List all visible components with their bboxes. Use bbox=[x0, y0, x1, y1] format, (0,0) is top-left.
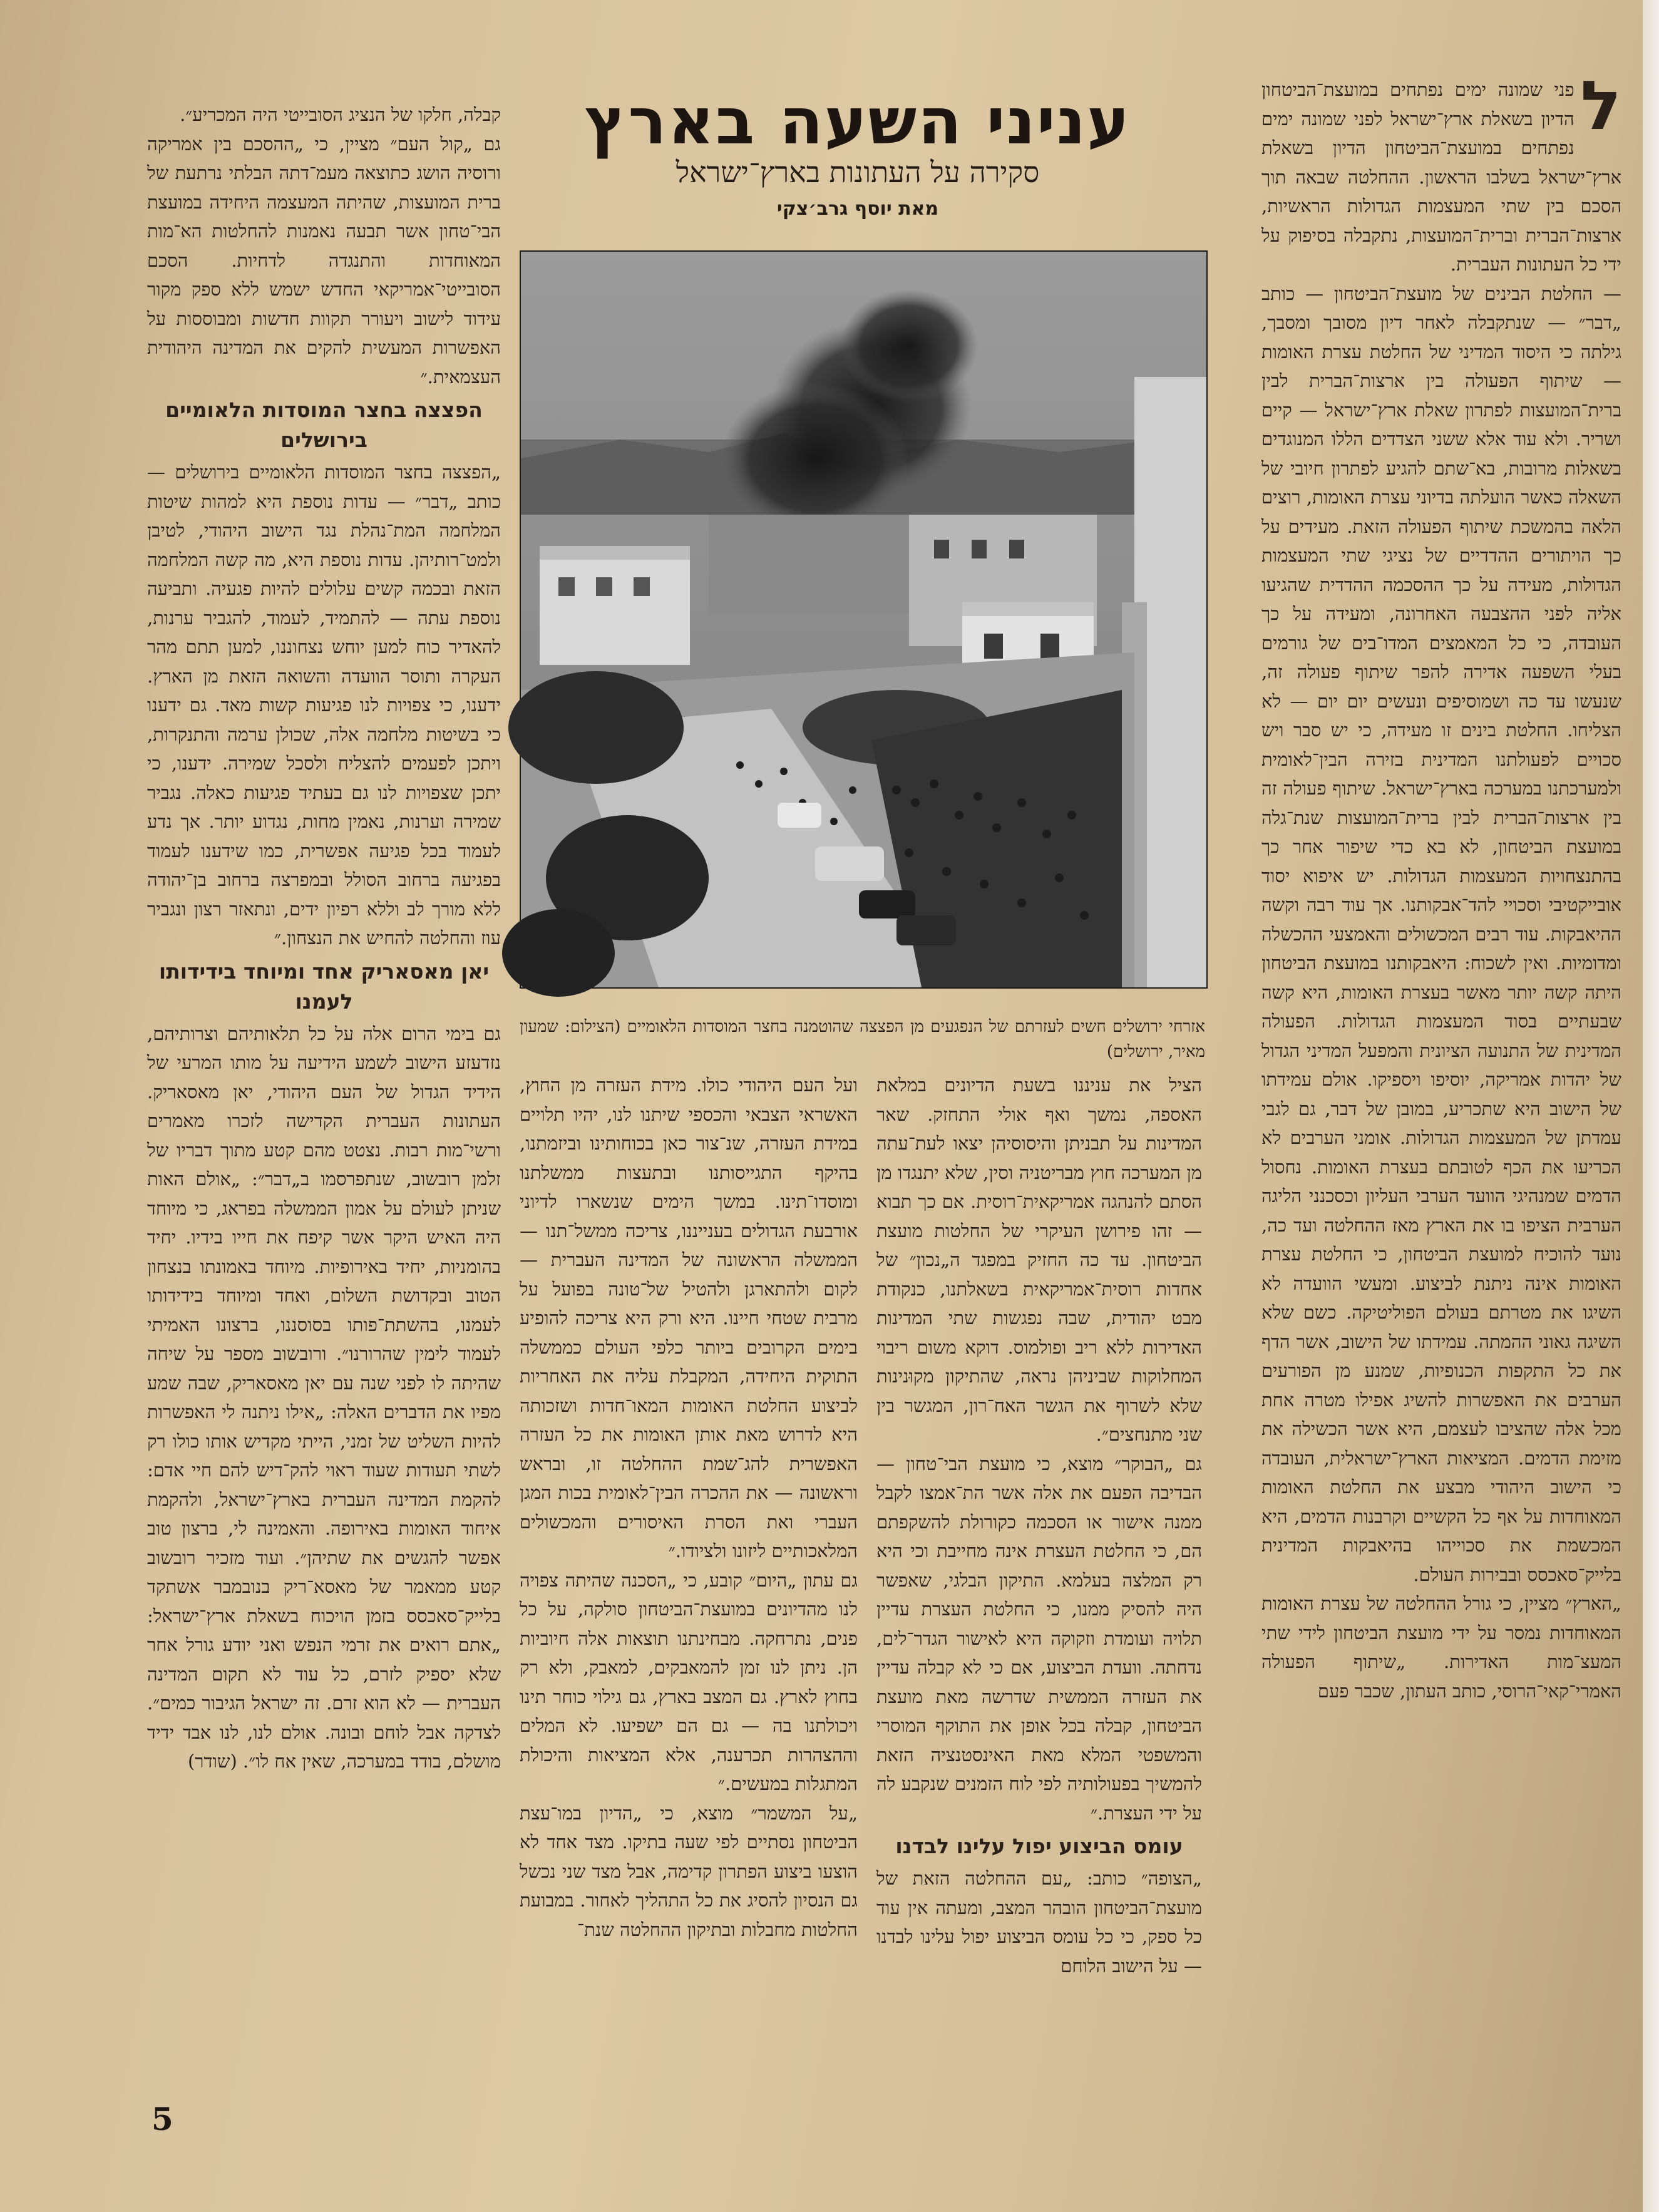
article-subtitle: סקירה על העתונות בארץ־ישראל bbox=[675, 155, 1040, 189]
article-paragraph: גם עתון „היום״ קובע, כי „הסכנה שהיתה צפויה לנו מהדיונים במועצת־הביטחון סולקה, על כל פנים, נתרחקה. מבחינתנו תוצאות אלה חיוביות הן. ניתן לנו זמן להמאבקים, למאבק, ולא רק בחוץ לארץ. גם המצב בארץ, גם גילוי כוחר תינו ויכולתנו בה — גם הם ישפיעו. לא המלים וההצהרות תכרענה, אלא המציאות והיכולת המתגלות במעשים.״ bbox=[520, 1569, 858, 1794]
column-center-right-body bbox=[876, 1071, 1202, 1980]
column-right-body bbox=[1261, 67, 1621, 1705]
column-center-left-body bbox=[520, 1071, 858, 1944]
drop-cap: ל bbox=[1580, 67, 1621, 145]
article-paragraph: „הפצצה בחצר המוסדות הלאומיים בירושלים — כותב „דבר״ — עדות נוספת היא למהות שיטות המלחמה המת־נהלת נגד הישוב היהודי, לטיבן ולמט־רותיהן. עדות נוספת היא, מה קשה המלחמה הזאת ובכמה קשים עלולים להיות פגעיה. ותביעה נוספת עתה — להתמיד, לעמוד, להגביר ערנות, להאדיר כוח למען יוחש נצחוננו, למען תתם מהר העקרה ותוסר הוועדה והשואה הזאת מן הארץ. ידענו, כי צפויות לנו פגיעות קשות מאד. גם ידענו כי בשיטות מלחמה אלה, שכולן ערמה והתנקרות, ויתכן לפעמים להצליח ולסכל שמירה. ידענו, כי יתכן שצפויות לנו גם בעתיד פגיעות כאלה. נגביר שמירה וערנות, נאמין מחות, נגדוע יותר. אך נדע לעמוד בכל פגיעה אפשרית, כמו שידענו לעמוד בפגיעה ברחוב הסולל ובמפרצה ברחוב בן־יהודה ללא מורך לב וללא רפיון ידים, ונתאזר רצון ונגביר עוז והחלטה להחיש את הנצחון.״ bbox=[147, 461, 501, 949]
column-center-right bbox=[876, 1071, 1202, 1977]
article-paragraph: גם „הבוקר״ מוצא, כי מועצת הבי־טחון — הבדיבה הפעם את אלה אשר הת־אמצו לקבל ממנה אישור או הסכמה כקורולת להשקפתם הם, כי החלטת העצרת אינה מחייבת וכי היא רק המלצה בעלמא. התיקון הבלגי, שאפשר היה להסיק ממנו, כי החלטת העצרת עדיין תלויה ועומדת וזקוקה היא לאישור הגדר־לים, נדחתה. וועדת הביצוע, אם כי לא קבלה עדיין את העזרה הממשית שדרשה מאת מועצת הביטחון, קבלה בכל אופן את התוקף המוסרי והמשפטי המלא מאת האינסטנציה הזאת להמשיך בפעולותיה לפי לוח הזמנים שנקבע לה על ידי העצרת.״ bbox=[876, 1453, 1202, 1824]
article-paragraph: „על המשמר״ מוצא, כי „הדיון במו־עצת הביטחון נסתיים לפי שעה בתיקו. מצד אחד לא הוצעו ביצוע הפתרון קדימה, אבל מצד שני נכשל גם הנסיון להסיג את כל התהליך לאחור. במבועת החלטות מחבלות ובתיקון ההחלטה שנת־ bbox=[520, 1802, 858, 1940]
article-paragraph: קבלה, חלקו של הנציג הסובייטי היה המכריע״. bbox=[180, 104, 501, 125]
article-paragraph: ועל העם היהודי כולו. מידת העזרה מן החוץ, האשראי הצבאי והכספי שיתנו לנו, יהיו תלויים במידת העזרה, שנ־צור כאן בכוחותינו וביזמתנו, בהיקף התגייסותנו ובתעצות ממשלתנו ומוסדו־תינו. במשך הימים שנשארו לדיוני אורבעת הגדולים בענייננו, צריכה ממשל־תנו — הממשלה הראשונה של המדינה העברית — לקום ולהתארגן ולהטיל של־טונה בפועל על מרבית שטחי חיינו. היא ורק היא צריכה להופיע בימים הקרובים ביותר כלפי העולם כממשלה התוקית היחידה, המקבלת עליה את האחריות לביצוע החלטת האומות המאו־חדות ושזכותה היא לדרוש מאת אותן האומות את כל העזרה האפשרית להג־שמת ההחלטה זו, ובראש וראשונה — את ההכרה הבין־לאומית בכות המגן העברי ואת הסרת האיסורים והמכשולים המלאכותיים ליזונו ולציודו.״ bbox=[520, 1074, 858, 1561]
article-paragraph: — החלטת הבינים של מועצת־הביטחון — כותב „דבר״ — שנתקבלה לאחר דיון מסובך ומסבך, גילתה כי היסוד המדיני של החלטת עצרת האומות — שיתוף הפעולה בין ארצות־הברית לבין ברית־המועצות לפתרון שאלת ארץ־ישראל — קיים ושריר. ולא עוד אלא ששני הצדדים הללו המנוגדים בשאלות מרובות, בא־שתם להגיע לפתרון חיובי של השאלה כאשר הועלתה בדיוני עצרת האומות, רוצים הלאה בהמשכת שיתוף הפעולה הזאת. מעידים על כך הויתורים ההדדיים של נציגי שתי המעצמות הגדולות, מעידה על כך ההסכמה ההדדית שהגיעו אליה לפני ההצבעה האחרונה, ומעידה על כך העובדה, כי כל המאמצים המדו־בים של גורמים בעלי השפעה אדירה להפר שיתוף פעולה זה, שנעשו עד כה ושמוסיפים ונעשים יום יום — לא הצליחו. החלטת בינים זו מעידה, כי יש סבר ויש סכויים לפעולתנו המדינית בזירה הבין־לאומית ולמערכתנו במערכה בארץ־ישראל. שיתוף פעולה זה בין ארצות־הברית לבין ברית־המועצות שנת־גלה במועצת הביטחון, לא בא כדי שיפור אחר כך בהתנצחויות המעצמות הגדולות. יש איפוא יסוד אובייקטיבי וסכויי להד־אבקותנו. אך עוד רבה וקשה ההיאבקות. עוד רבים המכשולים והאמצעי ההכשלה ומדומיות. ואין לשכוח: היאבקותנו במועצת הביטחון היתה קשה יותר מאשר בעצרת האומות, היא קשה שבעתיים בסוד המעצמות הגדולות. הפעולה המדינית של התנועה הציונית והמפעל המדיני הגדול של יהדות אמריקה, יוסיפו ויספיקו. אולם עמידתו של הישוב היא שתכריע, במובן של דבר, גם לגבי עמדתן של המעצמות הגדולות. אומני הערבים לא הכריעו את הכף לטובתם בעצרת האומות. נחסול הדמים שמנהיגי הוועד הערבי העליון וכסכנני הליגה הערבית הציפו בו את הארץ מאז ההחלטה ועד כה, נועד להוכיח למועצת הביטחון, כי החלטת עצרת האומות אינה ניתנת לביצוע. ומעשי הוועדה לא השיגו את מטרתם בעולם הפוליטיקה. כשם שלא השיגה גאוני ההמתה. עמידתו של הישוב, אשר הדף את כל התקפות הכנופיות, שמנע מן הפורעים הערבים את האפשרות להשיג אפילו מטרה אחת מכל אלה שהציבו לעצמם, היא אשר הכשילה את מזימת הדמים. המציאות הארץ־ישראלית, העובדה כי הישוב היהודי מבצע את החלטת האומות המאוחדות על אף כל הקשיים וקרבנות הדמים, היא המכשמת את סכוייהו בהיאבקות המדינית בלייק־סאכסס ובבירות העולם. bbox=[1261, 282, 1621, 1585]
article-paragraph: גם „קול העם״ מציין, כי „ההסכם בין אמריקה ורוסיה הושג כתוצאה מעמ־דתה הבלתי נרתעת של ברית המועצות, שהיתה המעצמה היחידה במועצת הבי־טחון אשר תבעה נאמנות להחלטות הא־מות המאוחדות והתנגדה לדחיות. הסכם הסובייטי־אמריקאי החדש ישמש ללא ספק מקור עידוד לישוב ויעורר תקוות חדשות ומבוססות על האפשרות המעשית להקים את המדינה היהודית העצמאית.״ bbox=[147, 133, 501, 388]
column-left bbox=[147, 100, 501, 2072]
column-left-body bbox=[147, 100, 501, 1776]
article-headline: עניני השעה בארץ bbox=[584, 85, 1131, 159]
column-right bbox=[1261, 67, 1621, 2079]
article-paragraph: „הארץ״ מציין, כי גורל ההחלטה של עצרת האומות המאוחדות נמסר על ידי מועצת הביטחון לידי שתי המעצ־מות האדירות. „שיתוף הפעולה האמרי־קאי־הרוסי, כותב העתון, שכבר פעם bbox=[1261, 1593, 1621, 1702]
section-subhead: הפצצה בחצר המוסדות הלאומיים בירושלים bbox=[165, 398, 483, 452]
article-paragraph: גם בימי הרום אלה על כל תלאותיהם וצרותיהם, נזדעזע הישוב לשמע הידיעה על מותו המרעי של הידיד הגדול של העם היהודי, יאן מאסאריק. העתונות העברית הקדישה לזכרו מאמרים ורשי־מות רבות. נצטט מהם קטע מתוך דבריו של זלמן רובשוב, שנתפרסמו ב„דבר״: „אולם האות שניתן לעולם על אמון הממשלה בפראג, כי מיוחד היה האיש היקר אשר קיפח את חייו בידיו. יחיד בהומניות, יחיד באירופיות. מיוחד באמונתו בנצחון הטוב ובקדושת השלום, ואחד ומיוחד בידידותו לעמנו, בהשתת־פותו בסוסננו, ברצונו האמיתי לעמוד לימין שהרורנו״. ורובשוב מספר על שיחה שהיתה לו לפני שנה עם יאן מאסאריק, שבה שמע מפיו את הדברים האלה: „אילו ניתנה לי האפשרות להיות השליט של זמני, הייתי מקדיש אותו כולו רק לשתי תעודות שעוד ראוי להק־דיש להם חיי אדם: להקמת המדינה העברית בארץ־ישראל, ולהקמת איחוד האומות באירופה. והאמינה לי, ברצון טוב אפשר להגשים את שתיהן״. ועוד מזכיר רובשוב קטע ממאמר של מאסא־ריק בנובמבר אשתקד בלייק־סאכסס בזמן הויכוח בשאלת ארץ־ישראל: „אתם רואים את זרמי הנפש ואני יודע גורל אחר שלא יספיק לזרם, כל עוד לא תקום המדינה העברית — לא הוא זרם. זה ישראל הגיבור כמים״. לצדקה אבל לוחם ובונה. אולם לנו, לנו אבד ידיד מושלם, בודד במערכה, שאין אח לו״. (שודר) bbox=[147, 1022, 501, 1772]
photo-illustration bbox=[521, 252, 1206, 987]
section-subhead: יאן מאסאריק אחד ומיוחד בידידותו לעמנו bbox=[158, 959, 490, 1014]
page-number: 5 bbox=[152, 2101, 173, 2137]
column-center-left bbox=[520, 1071, 858, 1947]
article-paragraph: פני שמונה ימים נפתחים במועצת־הביטחון הדיון בשאלת ארץ־ישראל לפני שמונה ימים נפתחים במועצת־הביטחון הדיון בשאלת ארץ־ישראל בשלבו הראשון. ההחלטה שבאה תוך הסכם בין שתי המעצמות הגדולות הראשיות, ארצות־הברית וברית־המועצות, נתקבלה בסיפוק על ידי כל העתונות העברית. bbox=[1261, 79, 1621, 275]
article-paragraph: „הצופה״ כותב: „עם ההחלטה הזאת של מועצת־הביטחון הובהר המצב, ומעתה אין עוד כל ספק, כי כל עומס הביצוע יפול עלינו לבדנו — על הישוב הלוחם bbox=[876, 1868, 1202, 1977]
section-subhead: עומס הביצוע יפול עלינו לבדנו bbox=[895, 1834, 1183, 1858]
scan-edge bbox=[1643, 0, 1659, 2212]
news-photo bbox=[520, 250, 1208, 989]
article-byline: מאת יוסף גרב׳צקי bbox=[776, 198, 939, 220]
photo-caption: אזרחי ירושלים חשים לעזרתם של הנפגעים מן הפצצה שהוטמנה בחצר המוסדות הלאומיים (הצילום: שמעון מאיר, ירושלים) bbox=[520, 1017, 1205, 1061]
article-paragraph: הציל את עניננו בשעת הדיונים במלאת האספה, נמשך ואף אולי התחזק. שאר המדינות על תבניתן והיסוסיהן יצאו לעת־עתה מן המערכה חוץ מבריטניה וסין, שלא יתנגדו מן הסתם להנהגה אמריקאית־רוסית. אם כך תבוא — זהו פירושן העיקרי של החלטות מועצת הביטחון. עד כה החזיק במפגד ה„נכון״ של אחדות רוסית־אמריקאית בשאלתנו, כנקודת מבט יהודית, שבה נפגשות שתי המדינות האדירות ללא ריב ופולמוס. דוקא משום ריבוי המחלוקות שביניהן נראה, שהתיקון מקוּנינות שלא לשרוף את הגשר האח־רון, המגשר בין שני מתנחצים״. bbox=[876, 1074, 1202, 1445]
